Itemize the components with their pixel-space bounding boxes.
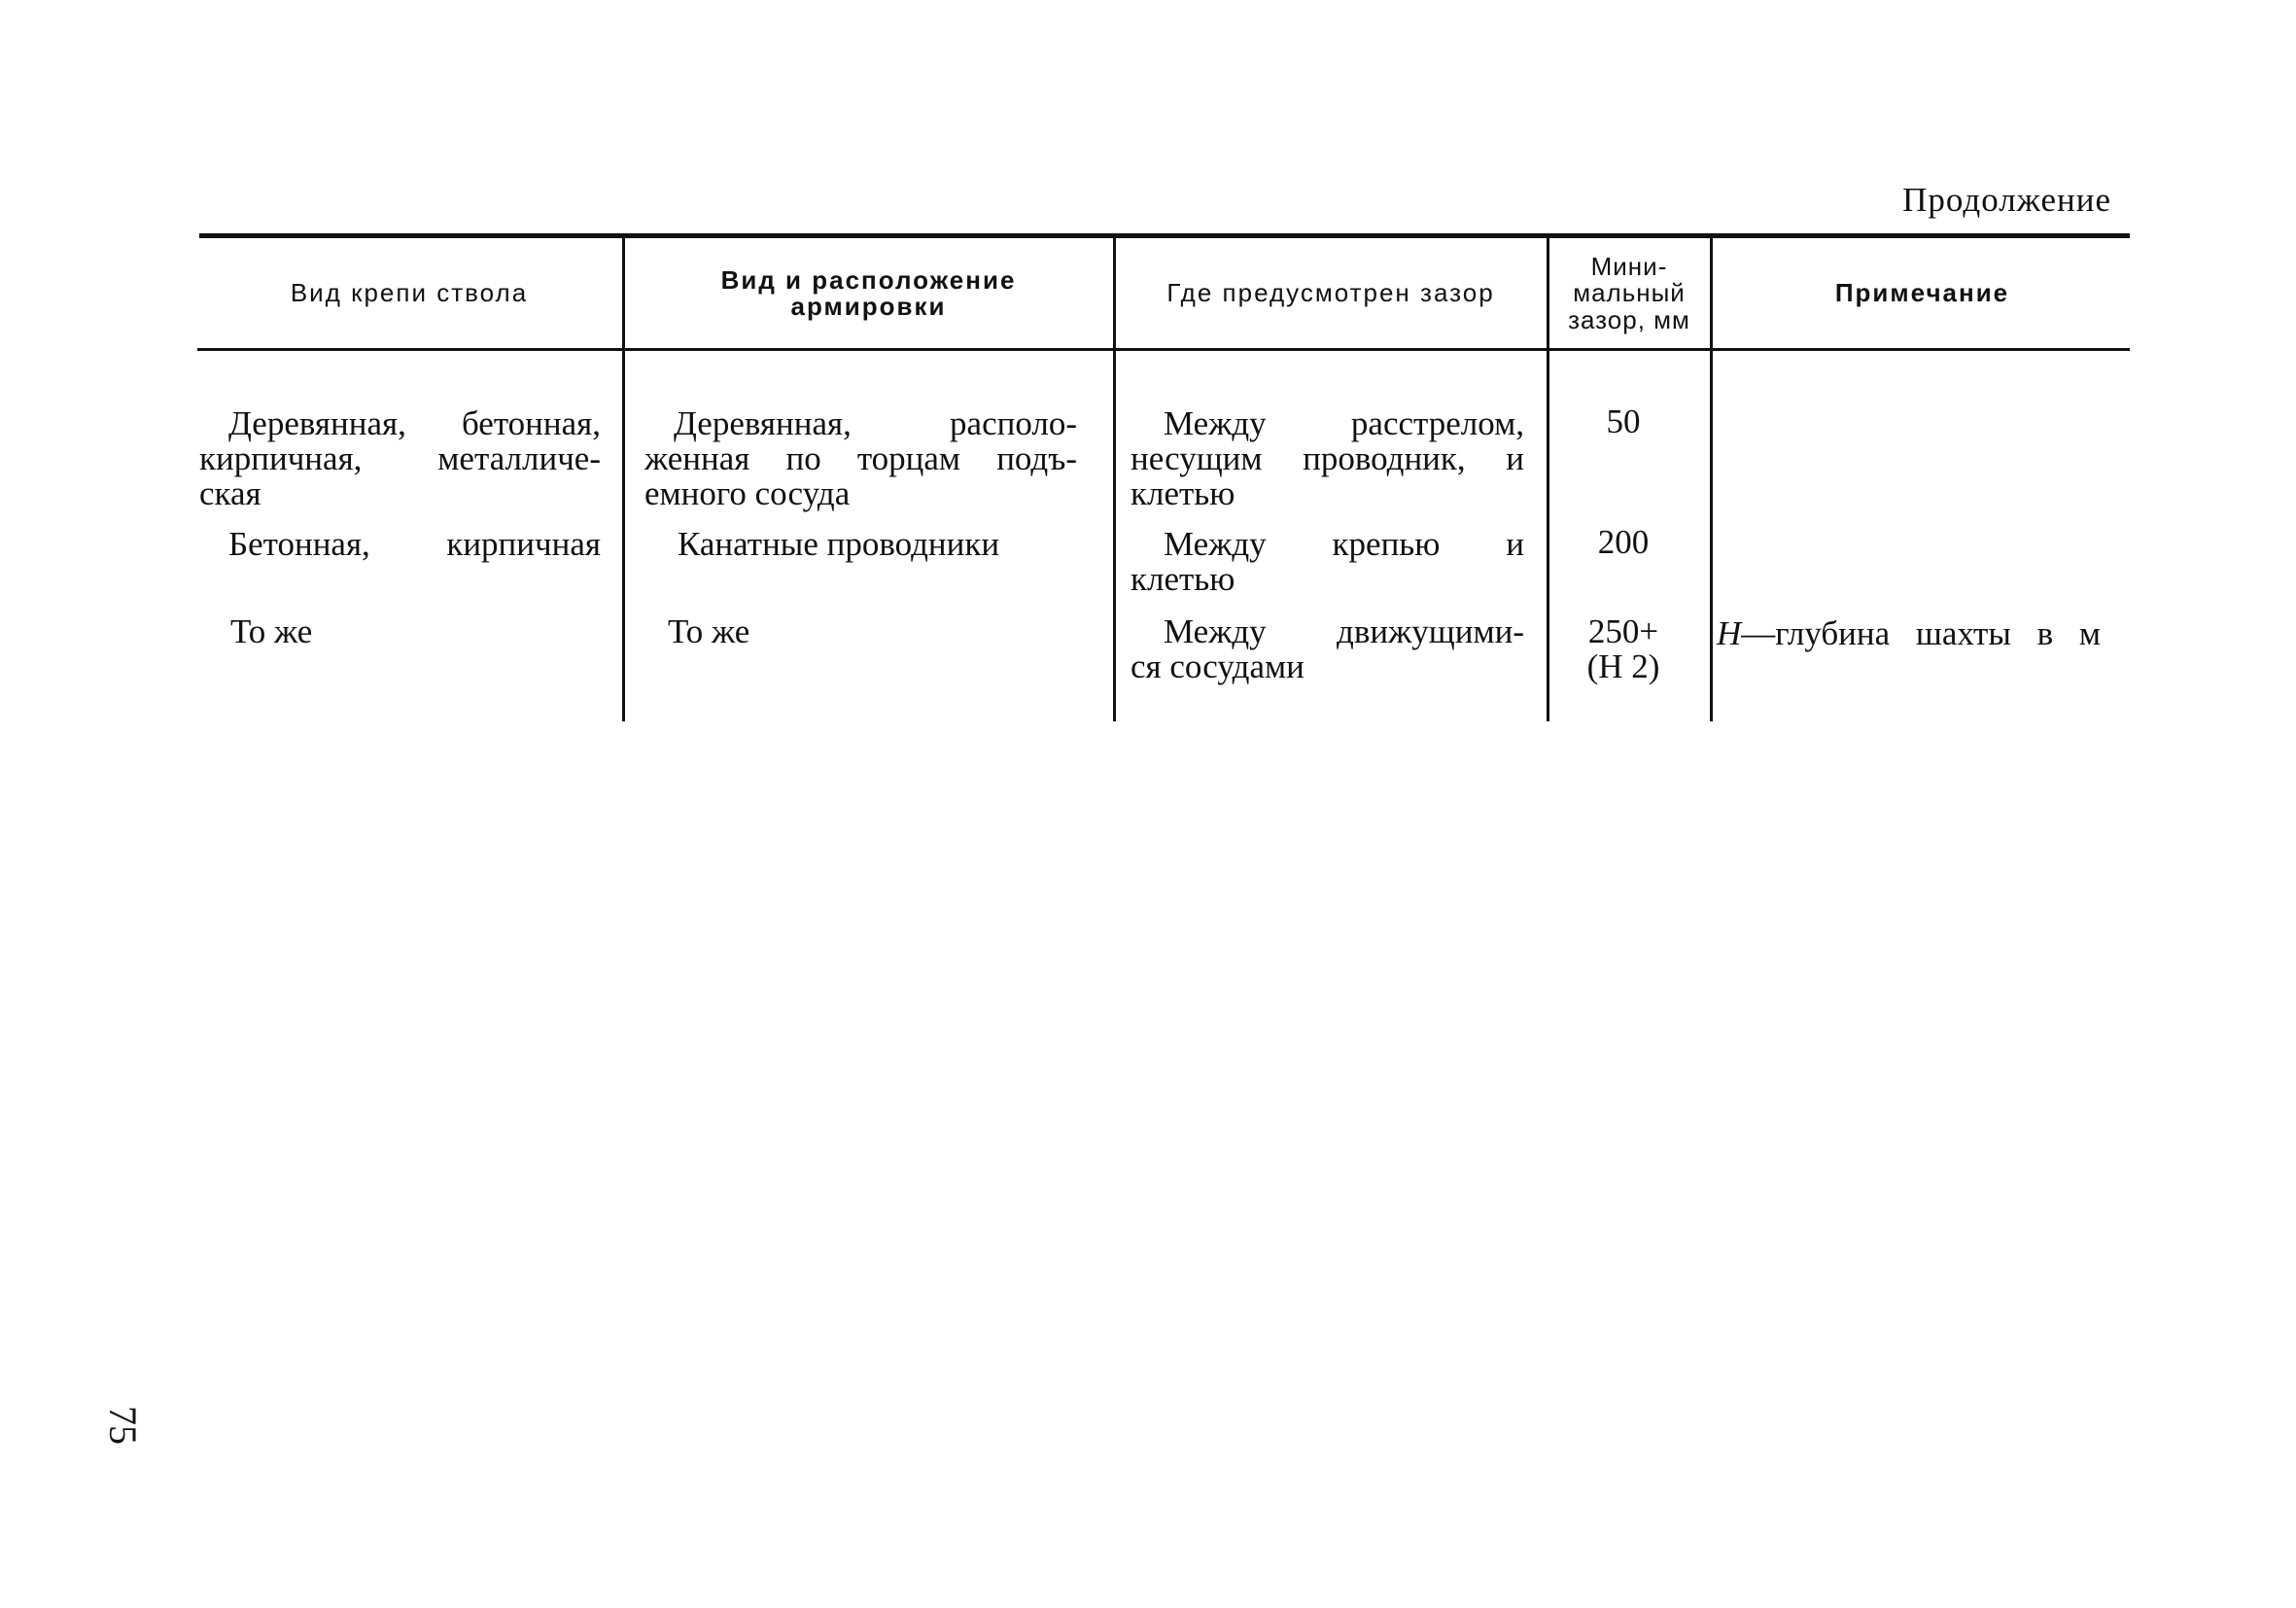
cell-line: 200	[1597, 523, 1650, 561]
table-cell-where	[1131, 614, 1524, 684]
header-min-gap-line: Мини-	[1590, 252, 1668, 282]
header-min-gap-line: зазор, мм	[1568, 304, 1690, 334]
header-armature	[627, 243, 1110, 344]
cell-line: То же	[668, 612, 750, 650]
cell-line: кирпичная, металличе-	[199, 439, 601, 477]
cell-line: женная по торцам подъ-	[644, 439, 1077, 477]
column-separator	[1710, 238, 1713, 721]
table-cell-armature	[668, 614, 1086, 649]
header-where-gap-text: Где предусмотрен зазор	[1166, 278, 1495, 308]
header-min-gap	[1550, 243, 1708, 344]
cell-line: Бетонная, кирпичная	[228, 525, 601, 563]
table-cell-min-gap	[1550, 404, 1696, 439]
header-lining-type	[199, 243, 619, 344]
cell-line: ская	[199, 474, 261, 512]
header-note-text: Примечание	[1834, 278, 2010, 308]
table-cell-min-gap	[1550, 614, 1696, 684]
table-cell-note	[1717, 616, 2129, 651]
page-number: 75	[101, 1406, 145, 1445]
header-armature-line: армировки	[790, 292, 947, 321]
header-armature-line: Вид и расположение	[720, 264, 1017, 295]
header-note	[1715, 243, 2130, 344]
table-cell-armature	[644, 406, 1077, 511]
cell-line: Между движущими-	[1164, 612, 1524, 650]
cell-line: клетью	[1131, 560, 1235, 598]
note-symbol: Н	[1717, 614, 1742, 652]
column-separator	[622, 238, 625, 721]
header-lining-type-text: Вид крепи ствола	[290, 278, 529, 308]
header-min-gap-line: мальный	[1573, 278, 1686, 308]
header-bottom-rule	[197, 348, 2130, 351]
cell-line: То же	[230, 612, 313, 650]
table-cell-lining	[199, 406, 601, 511]
column-separator	[1547, 238, 1549, 721]
table-cell-armature	[678, 527, 1110, 562]
table-cell-min-gap	[1550, 525, 1696, 560]
cell-line: Деревянная, располо-	[674, 404, 1077, 442]
cell-line: несущим проводник, и	[1131, 439, 1524, 477]
cell-line: клетью	[1131, 474, 1235, 512]
continuation-label: Продолжение	[1902, 181, 2111, 219]
table-cell-lining	[230, 614, 600, 649]
cell-line: (Н 2)	[1586, 647, 1660, 685]
column-separator	[1113, 238, 1116, 721]
table-top-rule	[199, 233, 2130, 238]
header-where-gap	[1118, 243, 1544, 344]
cell-line: Деревянная, бетонная,	[228, 404, 601, 442]
table-cell-lining	[199, 527, 601, 562]
note-text: —глубина шахты в м	[1741, 614, 2102, 652]
table-cell-where	[1131, 527, 1524, 597]
cell-line: Канатные проводники	[678, 525, 1000, 563]
cell-line: емного сосуда	[644, 474, 851, 512]
cell-line: ся сосудами	[1131, 647, 1305, 685]
cell-line: 250+	[1587, 612, 1659, 650]
cell-line: Между расстрелом,	[1164, 404, 1524, 442]
cell-line: Между крепью и	[1164, 525, 1524, 563]
cell-line: 50	[1606, 402, 1641, 440]
table-cell-where	[1131, 406, 1524, 511]
